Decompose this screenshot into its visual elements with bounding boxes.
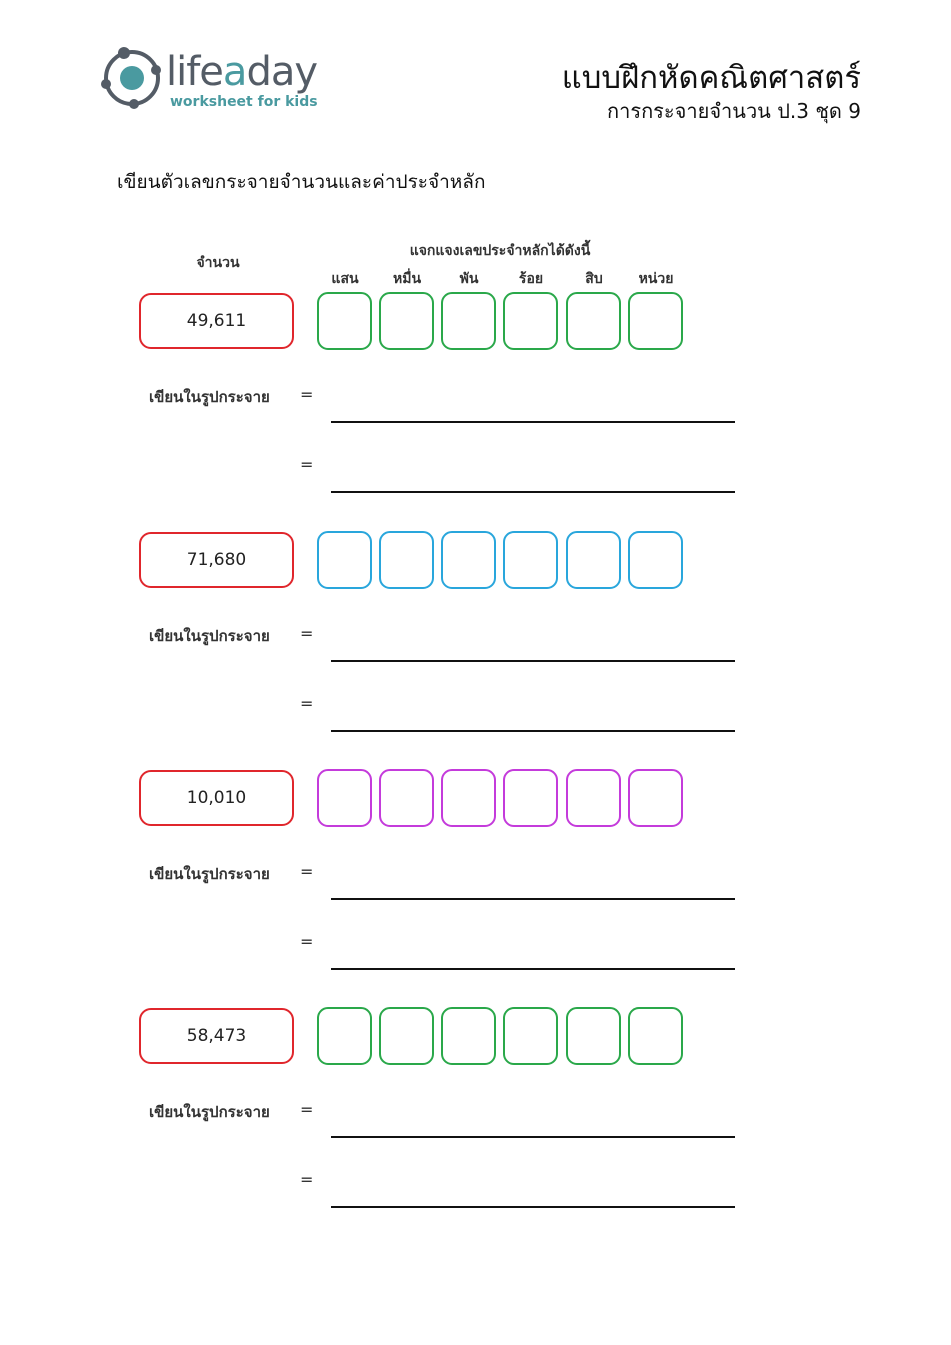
digit-answer-box[interactable] xyxy=(441,292,496,350)
lifeaday-logo xyxy=(100,44,340,116)
logo-tagline: worksheet for kids xyxy=(170,94,318,110)
digit-answer-box[interactable] xyxy=(566,1007,621,1065)
digit-answer-box[interactable] xyxy=(379,769,434,827)
digit-answer-box[interactable] xyxy=(566,292,621,350)
digit-answer-box[interactable] xyxy=(503,531,558,589)
expanded-form-label: เขียนในรูปกระจาย xyxy=(149,627,270,645)
digit-answer-box[interactable] xyxy=(628,769,683,827)
digit-answer-box[interactable] xyxy=(441,1007,496,1065)
answer-line[interactable] xyxy=(331,898,735,900)
number-box: 49,611 xyxy=(139,293,294,349)
equals-sign: = xyxy=(300,1170,314,1189)
equals-sign: = xyxy=(300,932,314,951)
equals-sign: = xyxy=(300,455,314,474)
expanded-form-label: เขียนในรูปกระจาย xyxy=(149,865,270,883)
answer-line[interactable] xyxy=(331,660,735,662)
digit-answer-box[interactable] xyxy=(628,531,683,589)
digit-answer-box[interactable] xyxy=(628,1007,683,1065)
digit-answer-box[interactable] xyxy=(317,292,372,350)
equals-sign: = xyxy=(300,385,314,404)
digit-answer-box[interactable] xyxy=(503,1007,558,1065)
equals-sign: = xyxy=(300,694,314,713)
equals-sign: = xyxy=(300,624,314,643)
digit-answer-box[interactable] xyxy=(628,292,683,350)
number-box: 58,473 xyxy=(139,1008,294,1064)
number-box: 10,010 xyxy=(139,770,294,826)
digit-answer-box[interactable] xyxy=(379,1007,434,1065)
digit-answer-box[interactable] xyxy=(317,1007,372,1065)
logo-wordmark: lifeaday xyxy=(166,49,318,95)
expanded-form-label: เขียนในรูปกระจาย xyxy=(149,1103,270,1121)
worksheet-subtitle: การกระจายจำนวน ป.3 ชุด 9 xyxy=(606,99,861,123)
digit-answer-box[interactable] xyxy=(503,292,558,350)
digit-answer-box[interactable] xyxy=(566,769,621,827)
number-box: 71,680 xyxy=(139,532,294,588)
instruction-text: เขียนตัวเลขกระจายจำนวนและค่าประจำหลัก xyxy=(117,171,486,193)
digit-answer-box[interactable] xyxy=(503,769,558,827)
digit-answer-box[interactable] xyxy=(379,531,434,589)
digit-answer-box[interactable] xyxy=(379,292,434,350)
equals-sign: = xyxy=(300,862,314,881)
molecule-logo-icon xyxy=(100,46,164,110)
answer-line[interactable] xyxy=(331,1136,735,1138)
equals-sign: = xyxy=(300,1100,314,1119)
place-value-heading: แจกแจงเลขประจำหลักได้ดังนี้ xyxy=(409,243,591,259)
place-label-hundreds: ร้อย xyxy=(518,271,544,287)
answer-line[interactable] xyxy=(331,491,735,493)
digit-answer-box[interactable] xyxy=(317,769,372,827)
answer-line[interactable] xyxy=(331,421,735,423)
place-label-ten-thousands: หมื่น xyxy=(392,271,422,287)
answer-line[interactable] xyxy=(331,968,735,970)
place-label-tens: สิบ xyxy=(585,271,603,287)
digit-answer-box[interactable] xyxy=(441,531,496,589)
answer-line[interactable] xyxy=(331,1206,735,1208)
place-label-hundred-thousands: แสน xyxy=(331,271,359,287)
expanded-form-label: เขียนในรูปกระจาย xyxy=(149,388,270,406)
digit-answer-box[interactable] xyxy=(566,531,621,589)
digit-answer-box[interactable] xyxy=(317,531,372,589)
answer-line[interactable] xyxy=(331,730,735,732)
place-label-ones: หน่วย xyxy=(638,271,674,287)
worksheet-title: แบบฝึกหัดคณิตศาสตร์ xyxy=(561,60,861,96)
digit-answer-box[interactable] xyxy=(441,769,496,827)
place-label-thousands: พัน xyxy=(459,271,479,287)
number-column-header: จำนวน xyxy=(196,255,240,271)
